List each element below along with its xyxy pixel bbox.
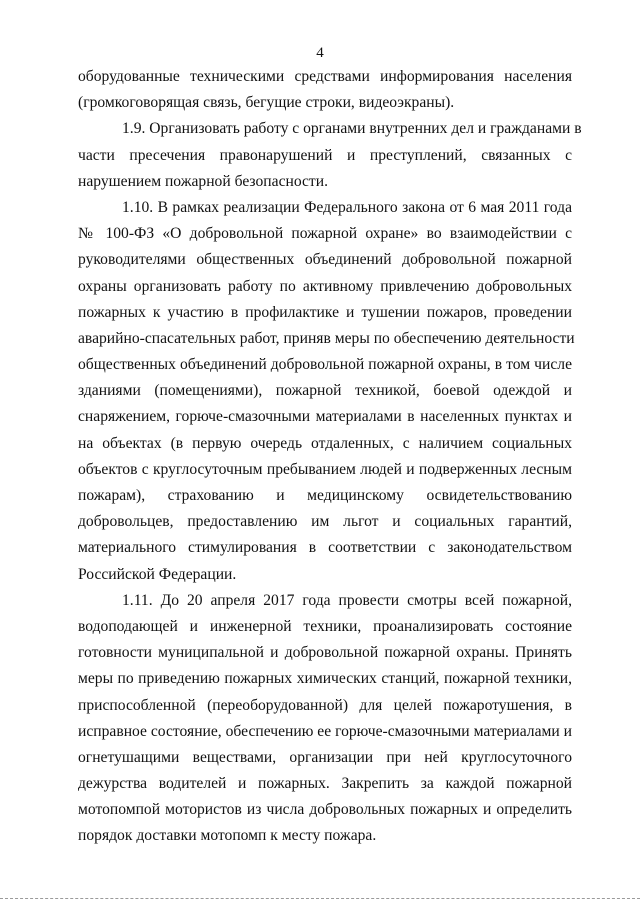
- document-body: [78, 64, 582, 850]
- text-line: исправное состояние, обеспечению ее горюче-смазочными материалами и: [78, 722, 572, 740]
- text-line: приспособленной (переоборудованной) для целей пожаротушения, в: [78, 696, 572, 714]
- text-line: порядок доставки мотопомп к месту пожара.: [78, 827, 377, 845]
- text-line: меры по приведению пожарных химических станций, пожарной техники,: [78, 670, 572, 688]
- text-line: пожарных к участию в профилактике и тушении пожаров, проведении: [78, 303, 572, 321]
- text-line: (громкоговорящая связь, бегущие строки, видеоэкраны).: [78, 94, 455, 112]
- text-line: Российской Федерации.: [78, 565, 237, 583]
- text-line: охраны организовать работу по активному привлечению добровольных: [78, 277, 572, 295]
- text-line: 1.10. В рамках реализации Федерального закона от 6 мая 2011 года: [122, 198, 572, 216]
- text-line: № 100-ФЗ «О добровольной пожарной охране» во взаимодействии с: [78, 225, 572, 243]
- text-line: 1.11. До 20 апреля 2017 года провести смотры всей пожарной,: [122, 591, 572, 609]
- text-line: общественных объединений добровольной пожарной охраны, в том числе: [78, 356, 572, 374]
- scan-edge-divider: [0, 898, 640, 899]
- text-line: оборудованные техническими средствами информирования населения: [78, 68, 572, 85]
- text-line: объектов с круглосуточным пребыванием людей и подверженных лесным: [78, 460, 572, 478]
- text-line: на объектах (в первую очередь отдаленных, с наличием социальных: [78, 434, 572, 452]
- text-line: мотопомпой мотористов из числа добровольных пожарных и определить: [78, 801, 572, 819]
- page-number: 4: [316, 45, 324, 61]
- text-line: нарушением пожарной безопасности.: [78, 172, 328, 190]
- text-line: зданиями (помещениями), пожарной техникой, боевой одеждой и: [78, 382, 572, 400]
- text-line: добровольцев, предоставлению им льгот и социальных гарантий,: [78, 513, 572, 531]
- text-line: водоподающей и инженерной техники, проанализировать состояние: [78, 617, 572, 635]
- text-line: дежурства водителей и пожарных. Закрепить за каждой пожарной: [78, 775, 572, 793]
- paragraph-continuation: [78, 64, 572, 116]
- paragraph-1-11: [78, 588, 572, 850]
- text-line: пожарам), страхованию и медицинскому освидетельствованию: [78, 487, 572, 504]
- text-line: огнетушащими веществами, организации при ней круглосуточного: [78, 748, 572, 766]
- paragraph-1-10: [78, 195, 575, 588]
- text-line: материального стимулирования в соответствии с законодательством: [78, 539, 572, 557]
- text-line: части пресечения правонарушений и преступлений, связанных с: [78, 146, 572, 164]
- text-line: готовности муниципальной и добровольной пожарной охраны. Принять: [78, 644, 572, 662]
- paragraph-1-9: [78, 116, 582, 195]
- text-line: 1.9. Организовать работу с органами внутренних дел и гражданами в: [122, 120, 582, 138]
- text-line: снаряжением, горюче-смазочными материалами в населенных пунктах и: [78, 408, 572, 426]
- text-line: руководителями общественных объединений добровольной пожарной: [78, 251, 572, 269]
- text-line: аварийно-спасательных работ, приняв меры по обеспечению деятельности: [78, 329, 575, 347]
